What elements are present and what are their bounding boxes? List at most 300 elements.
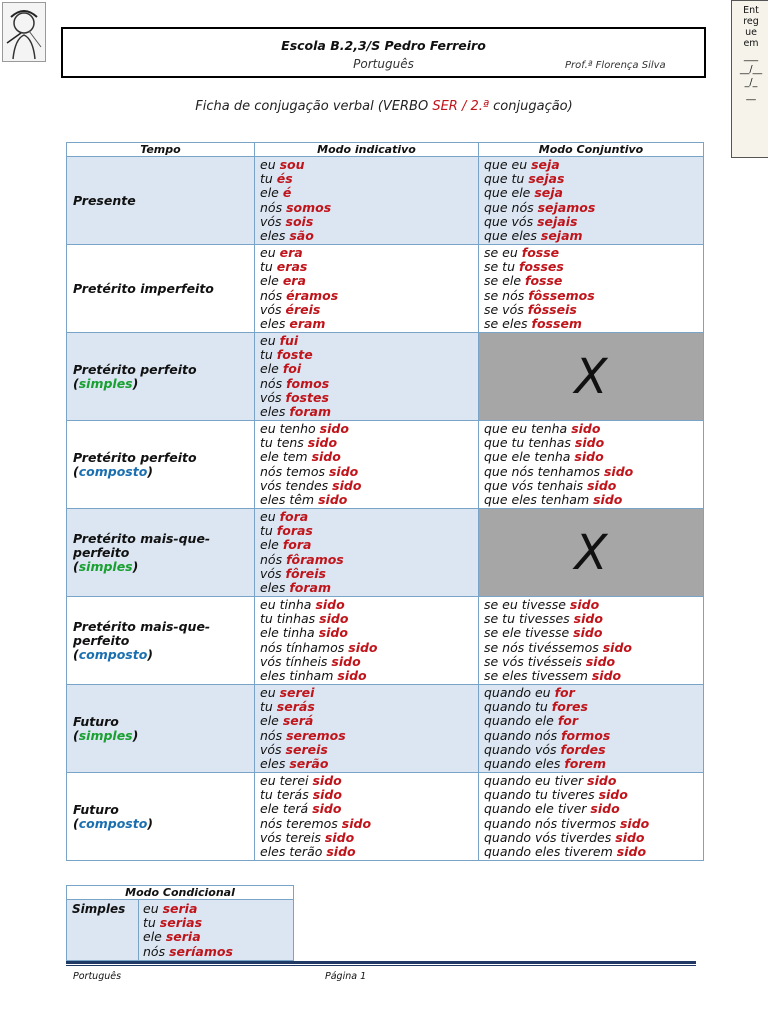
conjugation-line [143, 916, 293, 930]
header-indicativo: Modo indicativo [255, 143, 479, 157]
verb-form: sido [341, 815, 372, 831]
verb-form: fores [551, 699, 588, 715]
conjugation-line [484, 845, 703, 859]
verb-form: seja [531, 156, 560, 172]
conditional-header: Modo Condicional [67, 886, 294, 900]
conjugation-line [260, 655, 478, 669]
conjugation-line [484, 743, 703, 757]
verb-form: sido [348, 639, 378, 655]
pronoun-text: nós teremos [260, 815, 342, 831]
footer-rule [66, 961, 696, 964]
verb-form: são [289, 227, 314, 243]
conjugation-line [484, 158, 703, 172]
tense-note-text: composto [78, 815, 148, 831]
verb-form: sido [587, 772, 617, 788]
verb-form: foram [289, 579, 331, 595]
table-row [67, 157, 704, 245]
subject-name: Português [353, 57, 414, 71]
conjugation-line [484, 479, 703, 493]
conjugation-line [260, 641, 478, 655]
indicativo-cell [255, 597, 479, 685]
conjugation-line [260, 612, 478, 626]
conditional-header-row [67, 886, 294, 900]
conjugation-line [260, 788, 478, 802]
verb-form: serás [276, 699, 315, 715]
pronoun-text: vós [260, 301, 286, 317]
header-tempo: Tempo [67, 143, 255, 157]
conjugation-table [66, 142, 704, 861]
pronoun-text: quando tu [484, 699, 552, 715]
verb-form: sido [615, 829, 645, 845]
conjugation-line [260, 686, 478, 700]
tense-name: Pretérito mais-que-perfeito [73, 530, 211, 560]
table-row [67, 773, 704, 861]
conjugation-line [484, 817, 703, 831]
conjugation-line [484, 612, 703, 626]
tense-note-text: simples [78, 375, 133, 391]
school-logo-image [2, 2, 46, 62]
title-prefix: Ficha de conjugação verbal (VERBO [195, 99, 433, 114]
verb-form: era [282, 273, 306, 289]
pronoun-text: tu tens [260, 435, 308, 451]
verb-form: sejas [528, 171, 565, 187]
pronoun-text: nós [260, 727, 287, 743]
conjugation-line [260, 479, 478, 493]
title-separator: / [457, 99, 471, 114]
indicativo-cell [255, 773, 479, 861]
footer-subject: Português [73, 971, 122, 982]
verb-form: sido [337, 667, 367, 683]
conjuntivo-cell [479, 157, 704, 245]
pronoun-text: se ele [484, 273, 526, 289]
conjugation-line [260, 831, 478, 845]
conjugation-line [484, 260, 703, 274]
verb-form: sido [318, 625, 348, 641]
verb-form: serão [289, 755, 329, 771]
pronoun-text: tu [260, 259, 277, 275]
verb-form: sido [587, 477, 617, 493]
indicativo-cell [255, 245, 479, 333]
indicativo-cell [255, 421, 479, 509]
verb-form: sido [585, 653, 616, 669]
tense-note: (composto) [73, 815, 153, 831]
pronoun-text: nós [143, 943, 170, 959]
pronoun-text: vós tínheis [260, 653, 332, 669]
pronoun-text: quando nós [484, 727, 562, 743]
conjugation-line [260, 774, 478, 788]
conjugation-line [260, 567, 478, 581]
conjugation-line [260, 334, 478, 348]
tense-note-text: composto [78, 463, 148, 479]
pronoun-text: vós [260, 565, 286, 581]
conjugation-line [260, 229, 478, 243]
teacher-name: Prof.ª Florença Silva [565, 60, 666, 71]
table-row [67, 509, 704, 597]
tense-name: Pretérito imperfeito [73, 280, 214, 296]
conjuntivo-cell [479, 245, 704, 333]
conjugation-line [484, 729, 703, 743]
pronoun-text: ele [260, 273, 283, 289]
conjugation-line [260, 729, 478, 743]
pronoun-text: se vós [484, 301, 528, 317]
conjugation-line [260, 317, 478, 331]
pronoun-text: quando ele [484, 713, 558, 729]
pronoun-text: tu [260, 171, 277, 187]
pronoun-text: se eles tivessem [484, 667, 592, 683]
conditional-forms [139, 900, 294, 961]
table-header-row [67, 143, 704, 157]
pronoun-text: que ele tenha [484, 449, 575, 465]
verb-form: sido [573, 611, 603, 627]
conjugation-line [484, 229, 703, 243]
verb-form: serias [159, 915, 203, 931]
verb-form: sido [307, 435, 338, 451]
verb-form: sido [574, 435, 605, 451]
tense-note-text: composto [78, 646, 148, 662]
conjugation-line [260, 524, 478, 538]
verb-form: sido [616, 843, 647, 859]
delivery-date-mark: ___ [743, 51, 759, 62]
conjugation-line [260, 669, 478, 683]
tense-name: Futuro [73, 713, 119, 729]
pronoun-text: eles [260, 315, 290, 331]
verb-form: forem [564, 755, 607, 771]
table-row [67, 685, 704, 773]
pronoun-text: eu terei [260, 772, 313, 788]
portrait-sketch-icon [3, 3, 45, 61]
delivery-label-line: Ent [743, 5, 759, 16]
pronoun-text: se eles [484, 315, 532, 331]
delivery-label-line: em [743, 38, 759, 49]
pronoun-text: se eu tivesse [484, 596, 570, 612]
conjugation-line [484, 274, 703, 288]
pronoun-text: eles [260, 579, 290, 595]
indicativo-cell [255, 157, 479, 245]
verb-form: eras [276, 259, 308, 275]
verb-form: fossem [531, 315, 582, 331]
pronoun-text: eu [260, 508, 280, 524]
conjugation-line [484, 246, 703, 260]
verb-form: sido [619, 815, 650, 831]
conjugation-line [260, 700, 478, 714]
conjugation-line [260, 436, 478, 450]
pronoun-text: ele tinha [260, 625, 319, 641]
tense-cell [67, 597, 255, 685]
conjugation-line [484, 626, 703, 640]
pronoun-text: que eles tenham [484, 491, 594, 507]
conjuntivo-cell [479, 685, 704, 773]
conjugation-line [484, 303, 703, 317]
conjugation-line [260, 246, 478, 260]
verb-form: sido [571, 420, 601, 436]
conjugation-line [484, 686, 703, 700]
pronoun-text: eles [260, 403, 290, 419]
verb-form: foram [289, 403, 331, 419]
table-row [67, 421, 704, 509]
conditional-table [66, 885, 294, 961]
tense-note: (simples) [73, 727, 139, 743]
conjugation-line [260, 377, 478, 391]
conjugation-line [260, 598, 478, 612]
verb-form: sido [328, 463, 359, 479]
delivery-date-mark: __/__ [739, 64, 763, 75]
pronoun-text: quando vós tiverdes [484, 829, 616, 845]
conjuntivo-cell [479, 421, 704, 509]
pronoun-text: ele [260, 537, 283, 553]
verb-form: sido [574, 449, 604, 465]
pronoun-text: que vós [484, 213, 538, 229]
verb-form: fosse [521, 244, 560, 260]
verb-form: sido [593, 491, 623, 507]
delivery-date-box [731, 0, 768, 158]
verb-form: sido [326, 843, 356, 859]
verb-form: éramos [286, 287, 339, 303]
pronoun-text: se nós tivéssemos [484, 639, 603, 655]
header-conjuntivo: Modo Conjuntivo [479, 143, 704, 157]
tense-cell [67, 245, 255, 333]
verb-form: era [279, 244, 303, 260]
verb-form: sido [591, 667, 622, 683]
tense-name: Futuro [73, 801, 119, 817]
pronoun-text: nós tínhamos [260, 639, 349, 655]
pronoun-text: quando eles tiverem [484, 843, 617, 859]
conjugation-line [260, 538, 478, 552]
verb-form: sido [569, 596, 600, 612]
conjugation-line [260, 158, 478, 172]
conjugation-line [260, 714, 478, 728]
pronoun-text: quando tu tiveres [484, 787, 599, 803]
pronoun-text: eu tinha [260, 596, 316, 612]
conjugation-line [484, 450, 703, 464]
verb-form: fora [279, 508, 309, 524]
pronoun-text: ele tem [260, 449, 312, 465]
pronoun-text: vós [260, 741, 286, 757]
verb-form: fosses [518, 259, 564, 275]
pronoun-text: ele terá [260, 801, 313, 817]
verb-form: formos [561, 727, 611, 743]
pronoun-text: eu [260, 332, 280, 348]
pronoun-text: nós [260, 551, 287, 567]
pronoun-text: eles [260, 227, 290, 243]
conjugation-line [484, 802, 703, 816]
pronoun-text: ele [260, 185, 283, 201]
verb-form: será [282, 713, 314, 729]
verb-form: fostes [285, 389, 329, 405]
pronoun-text: quando vós [484, 741, 561, 757]
verb-form: fôreis [285, 565, 326, 581]
verb-form: sido [319, 420, 349, 436]
conjugation-line [260, 260, 478, 274]
conjugation-line [484, 831, 703, 845]
conjugation-line [260, 391, 478, 405]
verb-form: sido [312, 801, 342, 817]
pronoun-text: quando eu tiver [484, 772, 588, 788]
pronoun-text: nós [260, 287, 287, 303]
verb-form: sois [285, 213, 314, 229]
pronoun-text: que tu [484, 171, 529, 187]
conjugation-line [260, 274, 478, 288]
conjugation-line [260, 303, 478, 317]
conjugation-line [484, 465, 703, 479]
conjugation-line [484, 289, 703, 303]
verb-form: eram [289, 315, 326, 331]
verb-form: seria [165, 929, 201, 945]
document-header [61, 27, 706, 78]
conjugation-line [260, 405, 478, 419]
verb-form: sou [279, 156, 305, 172]
footer-page-number: Página 1 [325, 971, 367, 982]
verb-form: éreis [285, 301, 321, 317]
verb-form: sejam [540, 227, 583, 243]
worksheet-title [0, 99, 768, 114]
pronoun-text: se tu tivesses [484, 611, 574, 627]
pronoun-text: que nós [484, 199, 538, 215]
not-applicable-cell: X [479, 333, 704, 421]
verb-form: és [276, 171, 293, 187]
verb-form: sido [319, 611, 349, 627]
pronoun-text: tu [260, 347, 277, 363]
verb-form: sido [602, 639, 632, 655]
pronoun-text: quando eles [484, 755, 565, 771]
pronoun-text: tu [260, 699, 277, 715]
verb-form: foras [276, 523, 313, 539]
pronoun-text: eles terão [260, 843, 327, 859]
indicativo-cell [255, 333, 479, 421]
verb-form: seríamos [169, 943, 233, 959]
conjugation-line [260, 172, 478, 186]
pronoun-text: que eu [484, 156, 532, 172]
pronoun-text: tu tinhas [260, 611, 320, 627]
verb-form: for [557, 713, 579, 729]
conjugation-line [484, 201, 703, 215]
delivery-label-line: reg [743, 16, 759, 27]
pronoun-text: ele [260, 713, 283, 729]
conjugation-line [260, 201, 478, 215]
tense-name: Pretérito mais-que-perfeito [73, 618, 211, 648]
conjugation-line [484, 215, 703, 229]
pronoun-text: eles tinham [260, 667, 338, 683]
pronoun-text: ele [260, 361, 283, 377]
conjugation-line [143, 945, 293, 959]
tense-cell [67, 157, 255, 245]
title-conjugation-number: 2.ª [470, 99, 490, 114]
conjugation-line [484, 186, 703, 200]
indicativo-cell [255, 509, 479, 597]
pronoun-text: ele [143, 929, 166, 945]
pronoun-text: que tu tenhas [484, 435, 575, 451]
pronoun-text: se tu [484, 259, 519, 275]
conjugation-line [260, 802, 478, 816]
tense-cell [67, 509, 255, 597]
verb-form: sido [590, 801, 620, 817]
tense-note: (simples) [73, 558, 139, 574]
conjugation-line [484, 598, 703, 612]
verb-form: fui [279, 332, 299, 348]
table-row [67, 245, 704, 333]
pronoun-text: se eu [484, 244, 522, 260]
verb-form: é [282, 185, 292, 201]
pronoun-text: tu [143, 915, 160, 931]
conjugation-line [484, 714, 703, 728]
conjugation-line [260, 362, 478, 376]
not-applicable-cell: X [479, 509, 704, 597]
delivery-date-mark: __ [746, 90, 756, 101]
pronoun-text: que ele [484, 185, 535, 201]
tense-note: (composto) [73, 646, 153, 662]
conjugation-line [143, 902, 293, 916]
verb-form: fora [282, 537, 312, 553]
conjugation-line [260, 422, 478, 436]
tense-name: Presente [73, 192, 136, 208]
conditional-row [67, 900, 294, 961]
conjugation-line [484, 669, 703, 683]
conjugation-line [260, 289, 478, 303]
verb-form: seremos [286, 727, 346, 743]
conjugation-line [484, 436, 703, 450]
conjugation-line [260, 845, 478, 859]
pronoun-text: eu [260, 156, 280, 172]
pronoun-text: que eu tenha [484, 420, 572, 436]
pronoun-text: se nós [484, 287, 529, 303]
verb-form: fôssemos [528, 287, 595, 303]
verb-form: seria [162, 901, 198, 916]
verb-form: seja [534, 185, 563, 201]
verb-form: sido [603, 463, 634, 479]
pronoun-text: que eles [484, 227, 541, 243]
verb-form: somos [286, 199, 332, 215]
verb-form: sejais [537, 213, 578, 229]
delivery-label-line: ue [745, 27, 757, 38]
conjugation-line [260, 348, 478, 362]
verb-form: sido [315, 596, 345, 612]
conjugation-line [484, 700, 703, 714]
pronoun-text: nós [260, 375, 287, 391]
pronoun-text: eu tenho [260, 420, 320, 436]
pronoun-text: se ele tivesse [484, 625, 574, 641]
conditional-tense: Simples [67, 900, 139, 961]
pronoun-text: eu [143, 901, 163, 916]
conjugation-line [143, 930, 293, 944]
conjugation-line [484, 774, 703, 788]
verb-form: sido [324, 829, 355, 845]
tense-name: Pretérito perfeito [73, 449, 197, 465]
conjugation-line [260, 186, 478, 200]
conjugation-line [260, 450, 478, 464]
footer-rule-thin [66, 965, 696, 966]
pronoun-text: tu [260, 523, 277, 539]
verb-form: sido [332, 477, 362, 493]
tense-cell [67, 333, 255, 421]
conjugation-line [260, 757, 478, 771]
pronoun-text: vós [260, 213, 286, 229]
title-verb: SER [432, 99, 458, 114]
conjugation-line [484, 172, 703, 186]
conjugation-line [484, 655, 703, 669]
delivery-date-mark: _/_ [744, 77, 758, 88]
verb-form: foi [282, 361, 302, 377]
pronoun-text: que vós tenhais [484, 477, 588, 493]
conjugation-line [260, 581, 478, 595]
verb-form: fordes [560, 741, 606, 757]
conjugation-line [484, 422, 703, 436]
pronoun-text: vós tendes [260, 477, 333, 493]
conjugation-line [260, 510, 478, 524]
verb-form: fôramos [286, 551, 344, 567]
verb-form: sereis [285, 741, 328, 757]
verb-form: sido [331, 653, 361, 669]
verb-form: sido [598, 787, 628, 803]
table-row [67, 333, 704, 421]
